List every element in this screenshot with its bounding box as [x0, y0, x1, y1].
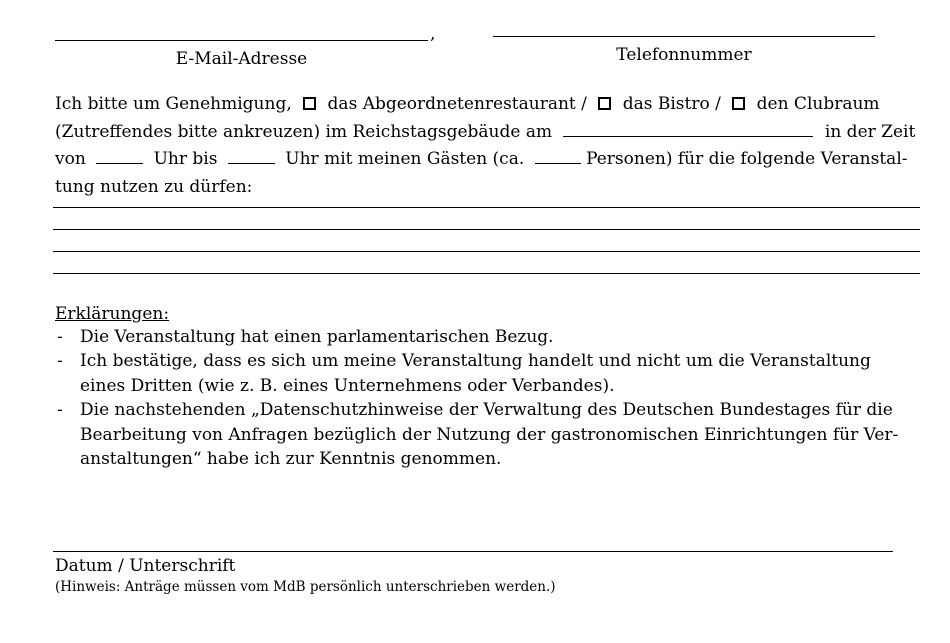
bullet-dash: -: [57, 351, 63, 372]
persons-count-field[interactable]: [535, 151, 581, 164]
declaration-line: Bearbeitung von Anfragen bezüglich der Nutzung der gastronomischen Einrichtungen für Ver-: [80, 424, 899, 445]
declaration-line: Ich bestätige, dass es sich um meine Veranstaltung handelt und nicht um die Veranstaltung: [80, 351, 871, 372]
time-to-label: Uhr bis: [153, 149, 218, 169]
email-field-label: E-Mail-Adresse: [175, 49, 308, 69]
end-time-field[interactable]: [228, 151, 275, 164]
email-field-row: [55, 24, 436, 44]
contact-fields-row: [55, 24, 908, 70]
declarations-section: [55, 303, 908, 472]
clubraum-checkbox[interactable]: [732, 97, 745, 110]
start-time-field[interactable]: [96, 151, 143, 164]
option-bistro-label: das Bistro /: [622, 94, 721, 114]
declaration-line: eines Dritten (wie z. B. eines Unternehmens oder Verbandes).: [80, 375, 615, 396]
declaration-line: Die Veranstaltung hat einen parlamentarischen Bezug.: [80, 326, 554, 347]
event-date-field[interactable]: [563, 124, 813, 137]
email-field[interactable]: [55, 31, 428, 41]
request-paragraph: [55, 91, 916, 201]
declaration-item-2-text: [80, 349, 908, 398]
request-line2-text: (Zutreffendes bitte ankreuzen) im Reichstagsgebäude am: [55, 121, 553, 142]
persons-text: Personen) für die folgende Veranstal-: [586, 149, 908, 169]
email-field-group: [55, 24, 436, 70]
declaration-line: Die nachstehenden „Datenschutzhinweise der Verwaltung des Deutschen Bundestages für die: [80, 400, 893, 421]
declarations-heading: Erklärungen:: [55, 303, 170, 324]
signature-field[interactable]: [53, 551, 893, 552]
request-line-2: [55, 119, 916, 147]
event-description-line-4[interactable]: [53, 273, 920, 274]
signature-hint: (Hinweis: Anträge müssen vom MdB persönlich unterschrieben werden.): [55, 578, 556, 595]
declaration-item-3: [55, 398, 908, 472]
bullet-dash: -: [57, 400, 63, 421]
email-comma-separator: ,: [430, 24, 436, 44]
event-description-area: [53, 207, 920, 274]
option-abgeordnetenrestaurant-label: das Abgeordnetenrestaurant /: [327, 94, 587, 114]
event-description-line-1[interactable]: [53, 207, 920, 208]
request-line-1: [55, 91, 908, 119]
abgeordnetenrestaurant-checkbox[interactable]: [303, 97, 316, 110]
request-line-3: [55, 146, 908, 174]
option-clubraum-label: den Clubraum: [756, 94, 880, 114]
request-line2-text-after: in der Zeit: [824, 121, 916, 142]
event-description-line-2[interactable]: [53, 229, 920, 230]
phone-field-label: Telefonnummer: [616, 45, 752, 65]
request-line-4: [55, 174, 908, 202]
signature-label: Datum / Unterschrift: [55, 555, 236, 576]
declaration-item-3-text: [80, 398, 908, 472]
bullet-dash: -: [57, 326, 63, 347]
declaration-item-1: [55, 325, 908, 350]
declaration-line: anstaltungen“ habe ich zur Kenntnis genommen.: [80, 449, 502, 470]
request-closing-text: tung nutzen zu dürfen:: [55, 176, 253, 197]
phone-field-row: [493, 27, 875, 37]
declaration-item-1-text: [80, 325, 908, 350]
event-description-line-3[interactable]: [53, 251, 920, 252]
time-from-label: von: [55, 149, 86, 169]
declaration-item-2: [55, 349, 908, 398]
phone-field-group: [493, 27, 875, 70]
guests-text: Uhr mit meinen Gästen (ca.: [285, 149, 525, 169]
phone-field[interactable]: [493, 27, 875, 37]
request-intro-text: Ich bitte um Genehmigung,: [55, 94, 292, 114]
bistro-checkbox[interactable]: [598, 97, 611, 110]
